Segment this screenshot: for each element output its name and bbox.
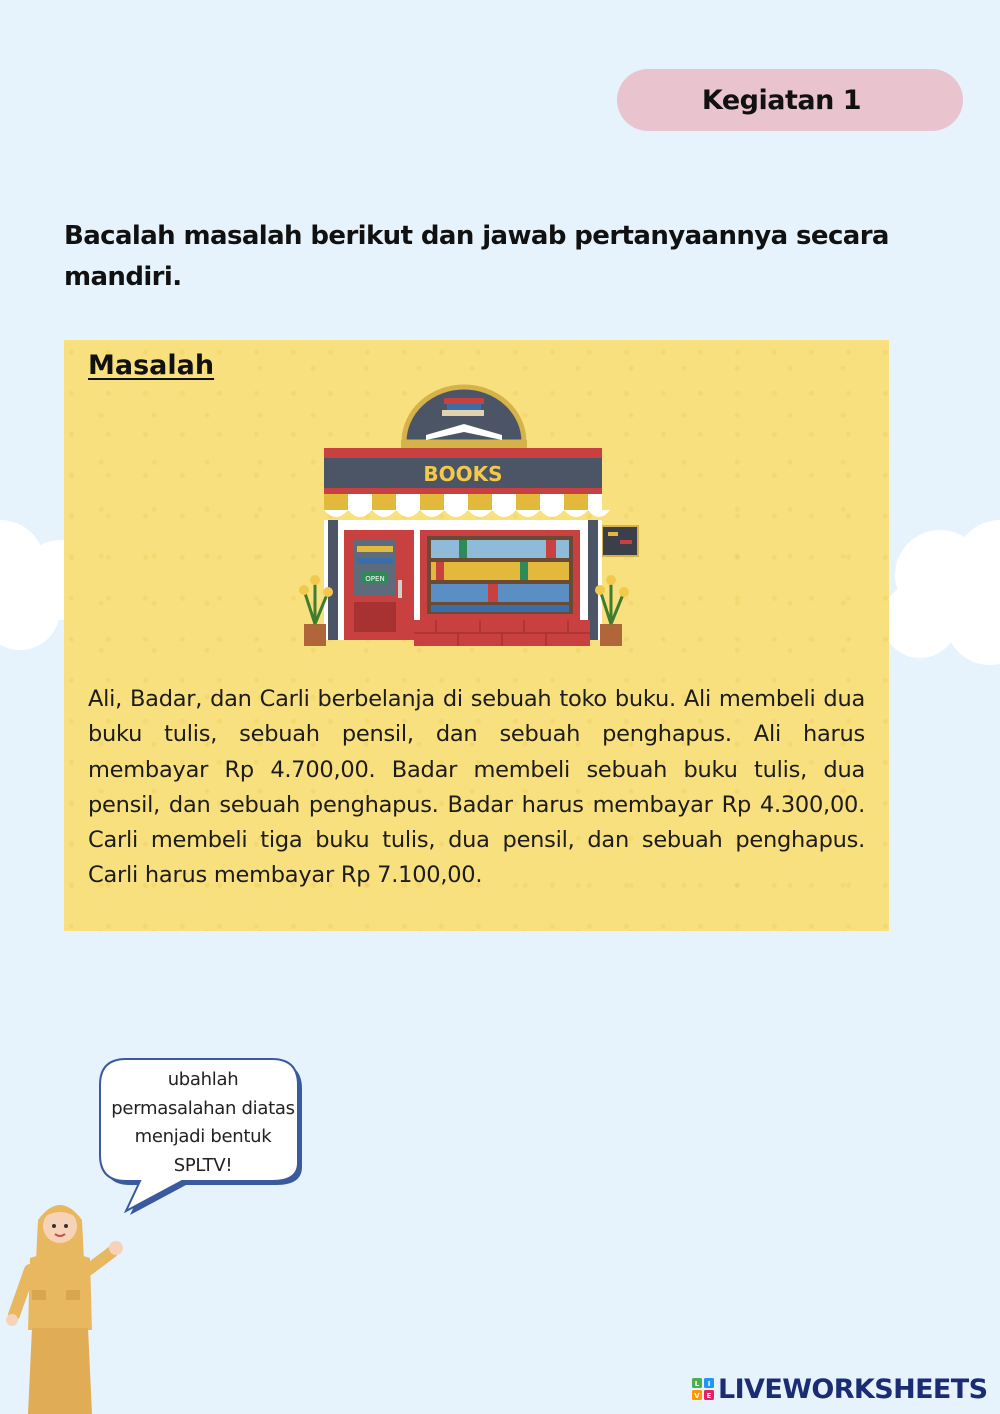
liveworksheets-wordmark: LIVEWORKSHEETS (718, 1373, 988, 1405)
speech-bubble-text: ubahlah permasalahan diatas menjadi bentuk SPLTV! (111, 1069, 295, 1176)
activity-label-pill (617, 69, 963, 131)
teacher-illustration (0, 1190, 135, 1414)
svg-text:E: E (706, 1392, 712, 1400)
svg-text:V: V (694, 1392, 700, 1400)
activity-label: Kegiatan 1 (701, 84, 861, 116)
cloud-right-decoration (880, 515, 1000, 665)
problem-card (64, 340, 889, 931)
open-sign-text: OPEN (365, 575, 385, 583)
problem-text: Ali, Badar, dan Carli berbelanja di sebuah toko buku. Ali membeli dua buku tulis, sebuah pensil, dan sebuah penghapus. Ali harus membayar Rp 4.700,00. Badar membeli sebuah buku tulis, dua pensil, dan sebuah penghapus. Badar harus membayar Rp 4.300,00. Carli membeli tiga buku tulis, dua pensil, dan sebuah penghapus. Carli harus membayar Rp 7.100,00. (88, 686, 865, 889)
bookshelf (431, 540, 569, 612)
svg-text:I: I (707, 1380, 711, 1388)
instruction-text: Bacalah masalah berikut dan jawab pertanyaannya secara mandiri. (64, 221, 889, 292)
awning (324, 494, 610, 517)
bookstore-illustration (284, 380, 644, 650)
shop-sign-text: BOOKS (423, 462, 503, 486)
svg-text:L: L (694, 1380, 700, 1388)
liveworksheets-brand (692, 1374, 987, 1404)
problem-title: Masalah (88, 350, 215, 381)
liveworksheets-logo-icon (692, 1378, 714, 1400)
